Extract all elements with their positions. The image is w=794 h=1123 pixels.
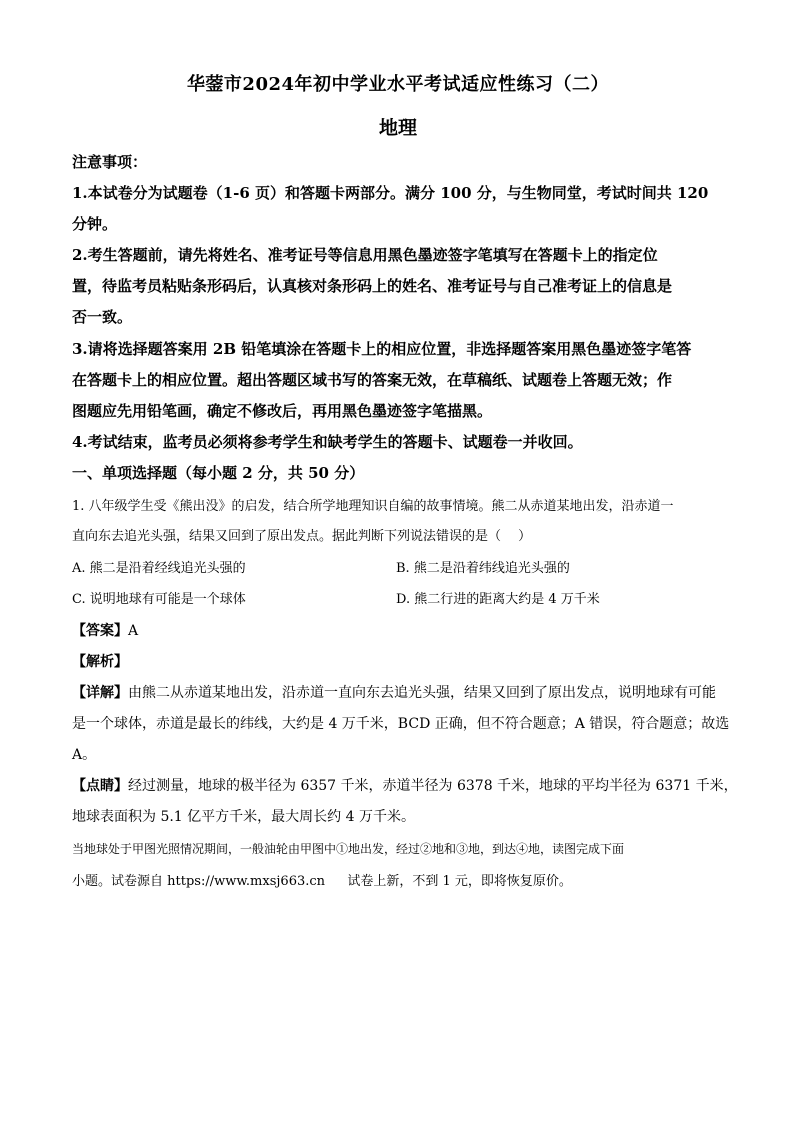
option-c: C. 说明地球有可能是一个球体 — [72, 592, 246, 607]
notice-line-2: 分钟。 — [72, 215, 118, 233]
notice-line-1: 1.本试卷分为试题卷（1-6 页）和答题卡两部分。满分 100 分，与生物同堂，考试时间共 120 — [72, 184, 709, 202]
point-text-1: 经过测量，地球的极半径为 6357 千米，赤道半径为 6378 千米，地球的平均半径为 6371 千米， — [128, 778, 738, 794]
footer-promo: 试卷上新，不到 1 元，即将恢复原价。 — [347, 874, 572, 889]
answer-label: 【答案】 — [72, 623, 128, 639]
footer-source: 小题。试卷源自 https://www.mxsj663.cn — [72, 874, 326, 889]
analysis-label — [72, 651, 128, 671]
notice-line-7: 在答题卡上的相应位置。超出答题区域书写的答案无效，在草稿纸、试题卷上答题无效；作 — [72, 371, 673, 389]
section-heading: 一、单项选择题（每小题 2 分，共 50 分） — [72, 464, 365, 482]
exam-title: 华蓥市2024年初中学业水平考试适应性练习（二） — [186, 74, 610, 95]
detail-line-3: A。 — [72, 747, 97, 763]
notice-line-8: 图题应先用铅笔画，确定不修改后，再用黑色墨迹签字笔描黑。 — [72, 402, 493, 420]
analysis-label-text: 【解析】 — [72, 654, 128, 670]
notice-heading: 注意事项： — [72, 153, 148, 171]
notice-line-5: 否一致。 — [72, 308, 133, 326]
point-label: 【点睛】 — [72, 778, 128, 794]
notice-line-6: 3.请将选择题答案用 2B 铅笔填涂在答题卡上的相应位置，非选择题答案用黑色墨迹签字笔答 — [72, 340, 692, 358]
notice-line-3: 2.考生答题前，请先将姓名、准考证号等信息用黑色墨迹签字笔填写在答题卡上的指定位 — [72, 246, 658, 264]
notice-line-4: 置，待监考员粘贴条形码后，认真核对条形码上的姓名、准考证号与自己准考证上的信息是 — [72, 277, 673, 295]
detail-line-2: 是一个球体，赤道是最长的纬线，大约是 4 万千米，BCD 正确，但不符合题意；A 错误，符合题意；故选 — [72, 716, 730, 732]
point-line-2: 地球表面积为 5.1 亿平方千米，最大周长约 4 万千米。 — [72, 809, 415, 825]
answer-value: A — [128, 623, 139, 639]
detail-text-1: 由熊二从赤道某地出发，沿赤道一直向东去追光头强，结果又回到了原出发点，说明地球有可能 — [128, 685, 716, 701]
question-1-stem-line-1: 1. 八年级学生受《熊出没》的启发，结合所学地理知识自编的故事情境。熊二从赤道某地出发，沿赤道一 — [72, 499, 674, 514]
option-a: A. 熊二是沿着经线追光头强的 — [72, 561, 246, 576]
option-d: D. 熊二行进的距离大约是 4 万千米 — [396, 592, 600, 607]
footer-line-1: 当地球处于甲图光照情况期间，一般油轮由甲图中①地出发，经过②地和③地，到达④地，读图完成下面 — [72, 842, 625, 856]
footer-line-2 — [72, 870, 572, 889]
point-line-1 — [72, 775, 738, 795]
detail-label: 【详解】 — [72, 685, 128, 701]
notice-line-9: 4.考试结束，监考员必须将参考学生和缺考学生的答题卡、试题卷一并收回。 — [72, 433, 583, 451]
detail-line-1 — [72, 682, 716, 702]
subject-title: 地理 — [378, 117, 417, 139]
option-b: B. 熊二是沿着纬线追光头强的 — [396, 561, 570, 576]
answer-row — [72, 620, 138, 640]
question-1-stem-line-2: 直向东去追光头强，结果又回到了原出发点。据此判断下列说法错误的是（ ） — [72, 529, 532, 544]
